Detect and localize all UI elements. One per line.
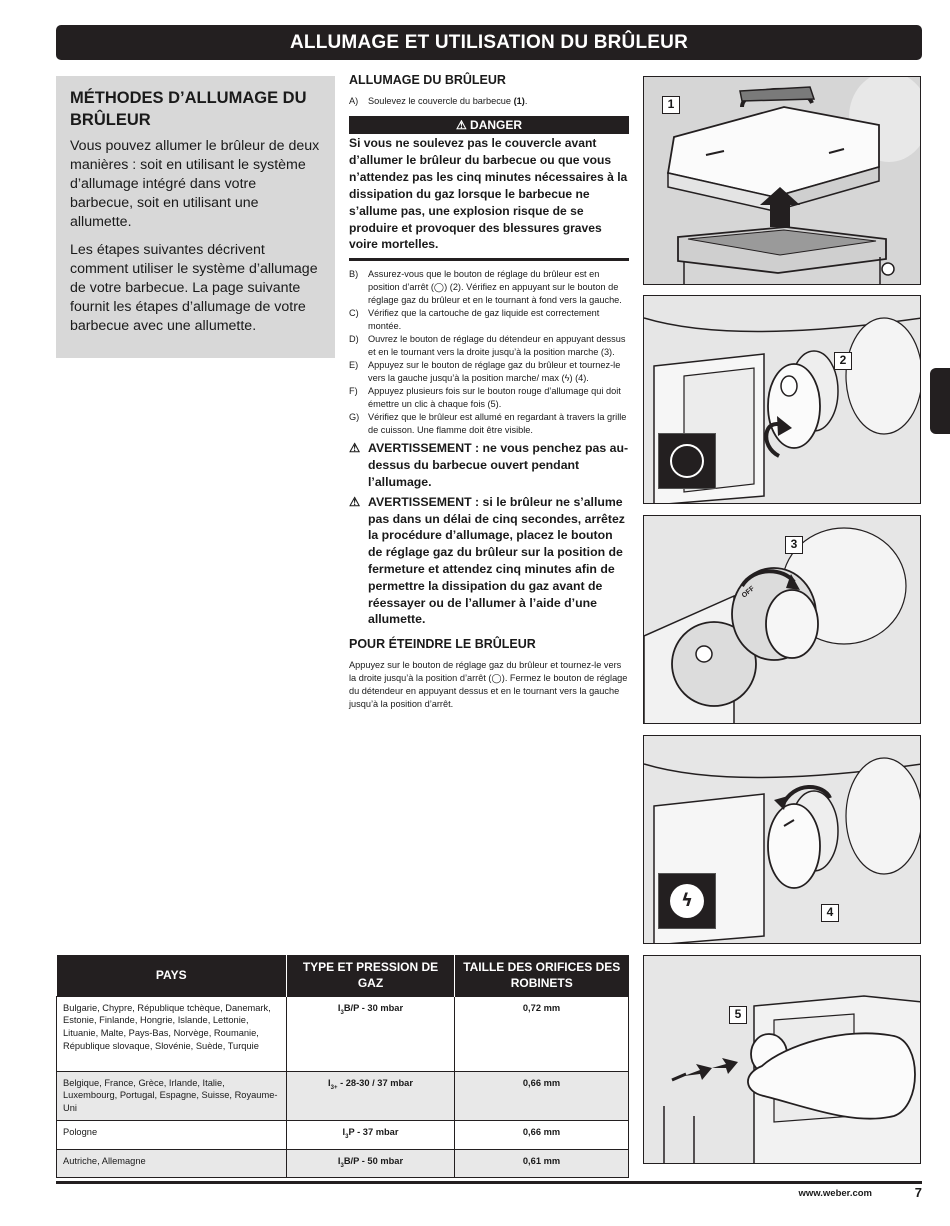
methods-panel bbox=[56, 76, 335, 358]
list-item: F) Appuyez plusieurs fois sur le bouton rouge d’allumage qui doit émettre un clic à chaque fois (5). bbox=[349, 386, 621, 410]
page-number: 7 bbox=[914, 1185, 922, 1200]
methods-heading: MÉTHODES D’ALLUMAGE DU BRÛLEUR bbox=[70, 89, 307, 129]
orifice-cell: 0,66 mm bbox=[455, 1071, 629, 1120]
gas-cell: $I_{3+} - 28-30 / 37$ mbar bbox=[287, 1071, 455, 1120]
footer-divider bbox=[56, 1181, 922, 1184]
table-row bbox=[57, 996, 629, 1071]
table-header-row bbox=[57, 955, 629, 996]
table-row bbox=[57, 1120, 629, 1149]
off-label: OFF bbox=[740, 585, 757, 600]
orifice-cell: 0,72 mm bbox=[455, 996, 629, 1071]
danger-text: Si vous ne soulevez pas le couvercle avant d’allumer le brûleur du barbecue ou que vous n’attendez pas les cinq minutes nécessaires à la dissipation du gaz lorsque le barbecue ne s’allume pas, une explosion risque de se produire et provoquer des blessures graves voire mortelles. bbox=[349, 134, 629, 261]
shutdown-text: Appuyez sur le bouton de réglage gaz du brûleur et tournez-le vers la droite jusqu’à la position d’arrêt (◯). Fermez le bouton de réglage du détendeur en appuyant dessus et en le tournant vers la gauche jusqu’à la position d’arrêt. bbox=[349, 660, 628, 710]
list-item: E) Appuyez sur le bouton de réglage gaz du brûleur et tournez-le vers la gauche jusqu’à la position marche/ max (ϟ) (4). bbox=[349, 360, 621, 384]
ignition-instructions bbox=[349, 72, 629, 711]
list-item: G) Vérifiez que le brûleur est allumé en regardant à travers la grille de cuisson. Une flamme doit être visible. bbox=[349, 412, 627, 436]
grill-lid-illustration bbox=[644, 77, 921, 285]
pays-cell: Autriche, Allemagne bbox=[57, 1149, 287, 1178]
figure-3-regulator-on bbox=[643, 515, 921, 724]
column-header: TYPE ET PRESSION DE GAZ bbox=[287, 955, 455, 996]
footer-url[interactable]: www.weber.com bbox=[798, 1188, 872, 1199]
step-ref: (1) bbox=[513, 96, 525, 106]
figure-4-burner-knob-max bbox=[643, 735, 921, 944]
flame-bolt-icon: ϟ bbox=[670, 884, 704, 918]
warning-text: AVERTISSEMENT : ne vous penchez pas au-dessus du barbecue ouvert pendant l’allumage. bbox=[368, 441, 629, 489]
shutdown-heading: POUR ÉTEINDRE LE BRÛLEUR bbox=[349, 637, 536, 652]
gas-cell: $I_3P - 37$ mbar bbox=[287, 1120, 455, 1149]
column-header: TAILLE DES ORIFICES DES ROBINETS bbox=[455, 955, 629, 996]
figure-number-3: 3 bbox=[785, 536, 803, 554]
steps-list bbox=[349, 268, 629, 437]
warning-icon: ⚠ bbox=[349, 441, 361, 456]
pays-cell: Bulgarie, Chypre, République tchèque, Danemark, Estonie, Finlande, Hongrie, Islande, Lettonie, Lituanie, Malte, Pays-Bas, Norvège, Roumanie, République slovaque, Slovénie, Suède, Turquie bbox=[57, 996, 287, 1071]
list-item: B) Assurez-vous que le bouton de réglage du brûleur est en position d’arrêt (◯) (2). Vérifiez en appuyant sur le bouton de réglage gaz du brûleur et en le tournant à fond vers la gauche. bbox=[349, 269, 622, 306]
methods-paragraph-1: Vous pouvez allumer le brûleur de deux manières : soit en utilisant le système d’allumage intégré dans votre barbecue, soit en utilisant une allumette. bbox=[70, 138, 320, 230]
section-tab-marker bbox=[930, 368, 950, 434]
methods-paragraph-2: Les étapes suivantes décrivent comment utiliser le système d’allumage de votre barbecue. La page suivante fournit les étapes d’allumage de votre barbecue avec une allumette. bbox=[70, 242, 318, 334]
gas-cell: $I_3B/P - 30$ mbar bbox=[287, 996, 455, 1071]
column-header: PAYS bbox=[57, 955, 287, 996]
orifice-cell: 0,66 mm bbox=[455, 1120, 629, 1149]
ignition-heading: ALLUMAGE DU BRÛLEUR bbox=[349, 73, 506, 87]
danger-label: DANGER bbox=[470, 118, 523, 132]
table-row bbox=[57, 1149, 629, 1178]
igniter-button-illustration bbox=[644, 956, 921, 1164]
step-a: A) Soulevez le couvercle du barbecue (1). bbox=[349, 96, 528, 106]
orifice-cell: 0,61 mm bbox=[455, 1149, 629, 1178]
warning-2 bbox=[349, 494, 629, 628]
danger-banner bbox=[349, 116, 629, 134]
page-title: ALLUMAGE ET UTILISATION DU BRÛLEUR bbox=[56, 25, 922, 60]
figure-number-2: 2 bbox=[834, 352, 852, 370]
warning-1 bbox=[349, 440, 629, 490]
max-symbol-badge bbox=[658, 873, 716, 929]
figure-1-lift-lid bbox=[643, 76, 921, 285]
off-circle-icon bbox=[670, 444, 704, 478]
pays-cell: Pologne bbox=[57, 1120, 287, 1149]
table-row bbox=[57, 1071, 629, 1120]
step-letter: A) bbox=[349, 96, 359, 106]
pays-cell: Belgique, France, Grèce, Irlande, Italie, Luxembourg, Portugal, Espagne, Suisse, Royaume-Uni bbox=[57, 1071, 287, 1120]
figure-number-4: 4 bbox=[821, 904, 839, 922]
step-text: Soulevez le couvercle du barbecue bbox=[368, 96, 512, 106]
warning-icon: ⚠ bbox=[455, 118, 467, 132]
figure-number-5: 5 bbox=[729, 1006, 747, 1024]
figure-5-igniter-button bbox=[643, 955, 921, 1164]
warning-text: AVERTISSEMENT : si le brûleur ne s’allume pas dans un délai de cinq secondes, arrêtez la procédure d’allumage, placez le bouton de réglage gaz du brûleur sur la position de fermeture et attendez cinq minutes afin de permettre la dissipation du gaz avant de réessayer ou de l’allumer à l’aide d’une allumette. bbox=[368, 494, 625, 627]
off-symbol-badge bbox=[658, 433, 716, 489]
gas-pressure-table bbox=[56, 955, 629, 1178]
gas-cell: $I_3B/P - 50$ mbar bbox=[287, 1149, 455, 1178]
figure-number-1: 1 bbox=[662, 96, 680, 114]
list-item: D) Ouvrez le bouton de réglage du détendeur en appuyant dessus et en le tournant vers la droite jusqu’à la position marche (3). bbox=[349, 334, 626, 358]
figure-2-burner-knob-off bbox=[643, 295, 921, 504]
regulator-knob-illustration bbox=[644, 516, 921, 724]
warning-icon: ⚠ bbox=[349, 494, 361, 509]
list-item: C) Vérifiez que la cartouche de gaz liquide est correctement montée. bbox=[349, 308, 600, 332]
